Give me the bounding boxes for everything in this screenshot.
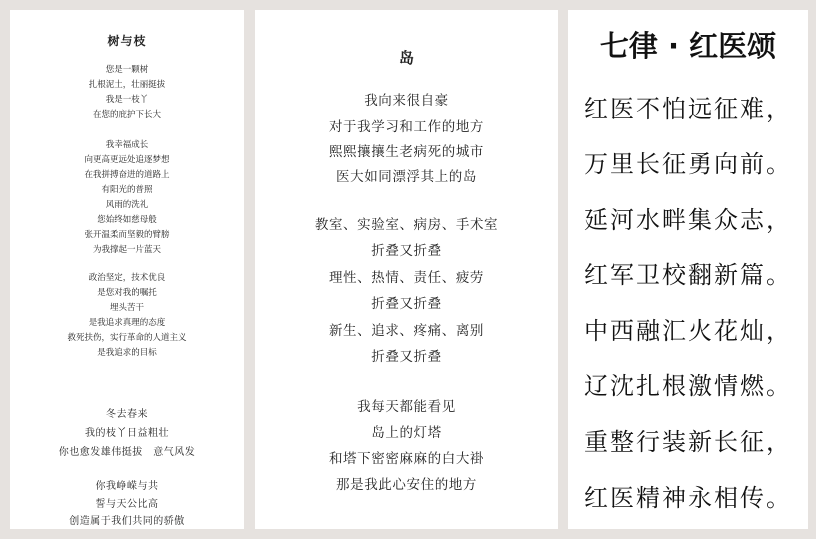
poem-line: 是我追求的目标 bbox=[97, 348, 157, 358]
poem-line: 在您的庇护下长大 bbox=[92, 110, 161, 120]
poem-line: 医大如同漂浮其上的岛 bbox=[336, 169, 477, 185]
poem-line: 岛上的灯塔 bbox=[371, 425, 442, 441]
poem-line: 新生、追求、疼痛、离别 bbox=[328, 323, 485, 339]
poem-line: 折叠又折叠 bbox=[371, 296, 442, 312]
poem-line: 教室、实验室、病房、手术室 bbox=[314, 217, 499, 233]
poem-line: 风雨的洗礼 bbox=[105, 200, 149, 210]
poem-line: 我的枝丫日益粗壮 bbox=[85, 428, 169, 439]
poem-panel-tree-and-branch bbox=[10, 10, 244, 529]
poem-line: 折叠又折叠 bbox=[371, 243, 442, 259]
poem-line: 有阳光的普照 bbox=[101, 185, 153, 195]
poem-line: 红军卫校翻新篇。 bbox=[584, 261, 792, 289]
poem-line: 理性、热情、责任、疲劳 bbox=[328, 270, 485, 286]
poem-panel-red-medicine-ode bbox=[568, 10, 808, 529]
poem-line: 为我撑起一片蓝天 bbox=[92, 245, 161, 255]
poem-line: 对于我学习和工作的地方 bbox=[328, 119, 485, 135]
poem-line: 重整行装新长征， bbox=[584, 428, 792, 456]
poem-line: 是您对我的嘱托 bbox=[97, 288, 157, 298]
poem-line: 在我拼搏奋进的道路上 bbox=[84, 170, 170, 180]
poem-line: 您是一颗树 bbox=[105, 65, 149, 75]
poem-title: 岛 bbox=[398, 49, 414, 67]
poem-line: 誓与天公比高 bbox=[95, 499, 159, 510]
poem-line: 埋头苦干 bbox=[109, 303, 144, 313]
poem-line: 折叠又折叠 bbox=[371, 349, 442, 365]
poem-line: 您始终如慈母般 bbox=[97, 215, 157, 225]
poem-line: 张开温柔而坚毅的臂膀 bbox=[84, 230, 170, 240]
poem-line: 是我追求真理的态度 bbox=[88, 318, 166, 328]
poem-title: 七律 · 红医颂 bbox=[599, 29, 777, 63]
poem-line: 和塔下密密麻麻的白大褂 bbox=[328, 451, 485, 467]
poem-line: 我幸福成长 bbox=[105, 140, 149, 150]
poem-line: 你我峥嵘与共 bbox=[95, 481, 159, 492]
poem-panel-island bbox=[255, 10, 558, 529]
poem-line: 你也愈发雄伟挺拔 意气风发 bbox=[58, 447, 196, 458]
poem-line: 我每天都能看见 bbox=[357, 399, 456, 415]
poem-line: 我是一枝丫 bbox=[105, 95, 149, 105]
poem-line: 红医精神永相传。 bbox=[584, 484, 792, 512]
poem-line: 红医不怕远征难， bbox=[584, 95, 792, 123]
poem-line: 熙熙攘攘生老病死的城市 bbox=[328, 144, 485, 160]
poem-line: 创造属于我们共同的骄傲 bbox=[69, 516, 185, 527]
poem-line: 辽沈扎根激情燃。 bbox=[584, 372, 792, 400]
poem-line: 向更高更远处追逐梦想 bbox=[84, 155, 170, 165]
poem-line: 延河水畔集众志， bbox=[584, 206, 792, 234]
poem-line: 冬去春来 bbox=[106, 409, 148, 420]
poem-line: 政治坚定，技术优良 bbox=[88, 273, 166, 283]
poem-line: 我向来很自豪 bbox=[364, 93, 449, 109]
poem-line: 万里长征勇向前。 bbox=[584, 150, 792, 178]
poem-line: 扎根泥土，壮丽挺拔 bbox=[88, 80, 166, 90]
poem-title: 树与枝 bbox=[107, 34, 147, 48]
poem-line: 那是我此心安住的地方 bbox=[336, 477, 477, 493]
poem-line: 中西融汇火花灿， bbox=[584, 317, 792, 345]
poem-line: 救死扶伤，实行革命的人道主义 bbox=[67, 333, 187, 343]
